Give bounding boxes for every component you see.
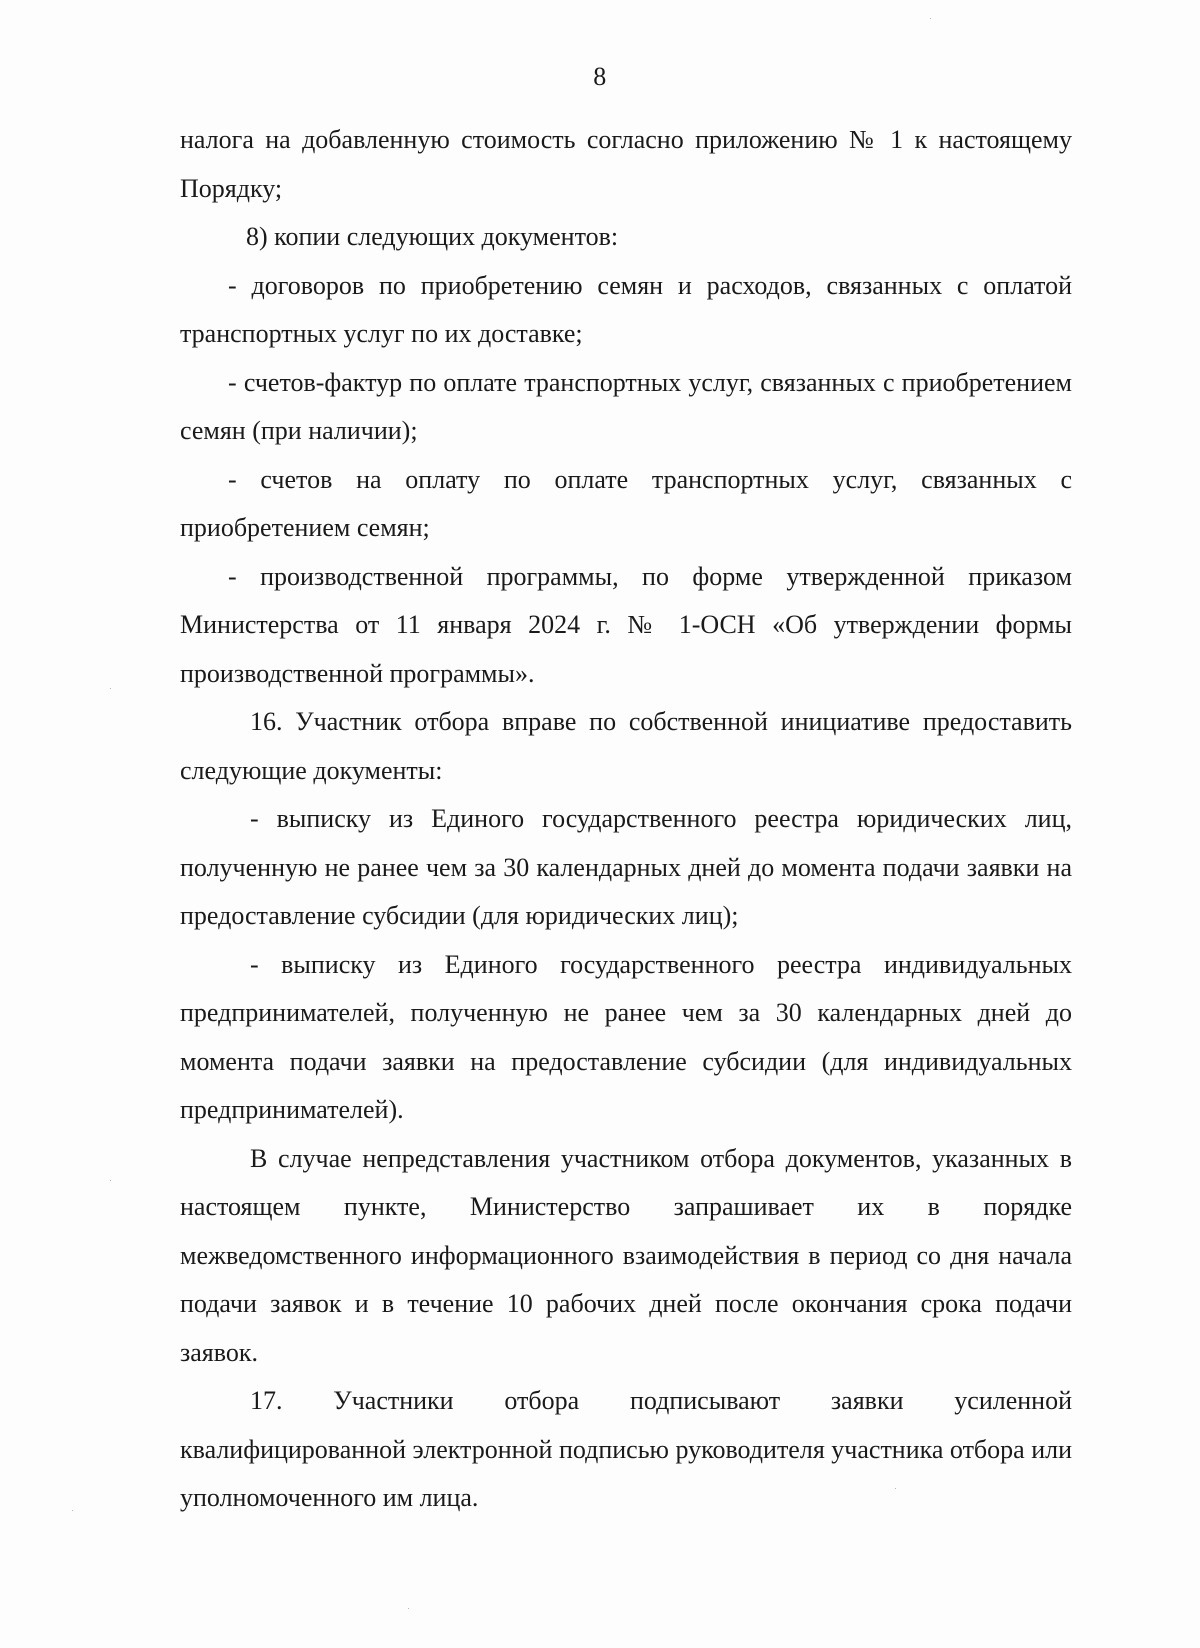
paragraph-egrip-extract: - выписку из Единого государственного реестра индивидуальных предпринимателей, полученную не ранее чем за 30 календарных дней до момента подачи заявки на предоставление субсидии (для индивидуальных предпринимателей). — [180, 949, 1072, 1124]
page-number: 8 — [593, 62, 607, 91]
scan-speck — [110, 688, 111, 689]
paragraph-seed-contracts: - договоров по приобретению семян и расходов, связанных с оплатой транспортных услуг по их доставке; — [180, 270, 1072, 348]
scan-speck — [895, 1488, 896, 1489]
paragraph-egrul-extract: - выписку из Единого государственного реестра юридических лиц, полученную не ранее чем за 30 календарных дней до момента подачи заявки на предоставление субсидии (для юридических лиц); — [180, 804, 1072, 930]
scan-speck — [408, 1608, 409, 1609]
paragraph-clause-16: 16. Участник отбора вправе по собственной инициативе предоставить следующие документы: — [180, 707, 1072, 785]
paragraph-clause-17: 17. Участники отбора подписывают заявки усиленной квалифицированной электронной подписью руководителя участника отбора или уполномоченного им лица. — [180, 1386, 1072, 1512]
paragraph-production-program: - производственной программы, по форме утвержденной приказом Министерства от 11 января 2024 г. № 1-ОСН «Об утверждении формы производственной программы». — [180, 561, 1072, 688]
paragraph-vat-continuation: налога на добавленную стоимость согласно приложению № 1 к настоящему Порядку; — [180, 125, 1072, 203]
paragraph-invoices: - счетов-фактур по оплате транспортных услуг, связанных с приобретением семян (при наличии); — [180, 367, 1072, 445]
paragraph-item-8-copies: 8) копии следующих документов: — [246, 222, 619, 251]
scan-speck — [110, 1180, 111, 1181]
document-body — [180, 116, 1072, 1523]
paragraph-payment-bills: - счетов на оплату по оплате транспортных услуг, связанных с приобретением семян; — [180, 464, 1072, 542]
scan-speck — [930, 18, 931, 19]
paragraph-interagency-request: В случае непредставления участником отбора документов, указанных в настоящем пункте, Министерство запрашивает их в порядке межведомственного информационного взаимодействия в период со дня начала подачи заявок и в течение 10 рабочих дней после окончания срока подачи заявок. — [180, 1143, 1072, 1367]
scan-speck — [72, 1510, 73, 1511]
